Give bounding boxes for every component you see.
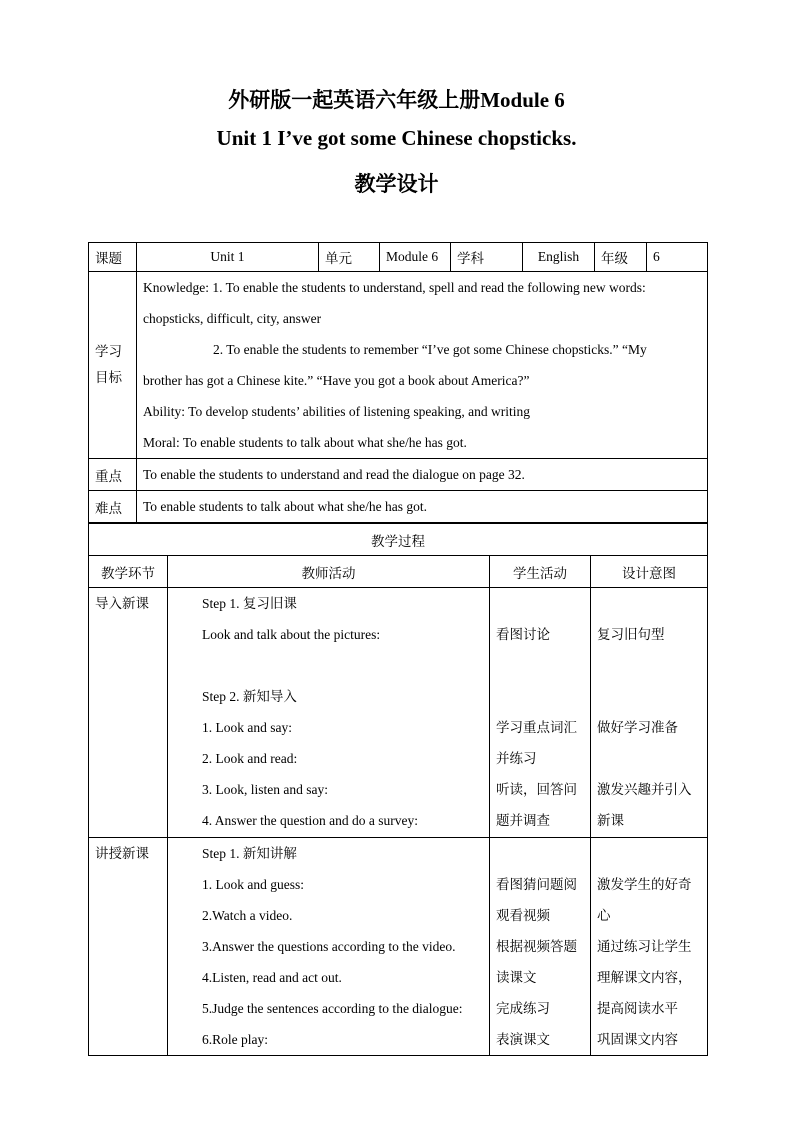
subject-value: English — [523, 243, 595, 272]
purpose-line: 通过练习让学生 — [597, 939, 692, 954]
student-line: 学习重点词汇 — [496, 720, 577, 735]
stage-new: 讲授新课 — [89, 838, 168, 1056]
process-section-intro — [89, 588, 708, 838]
header-student: 学生活动 — [490, 556, 591, 588]
grade-label: 年级 — [595, 243, 647, 272]
student-activity-intro — [490, 588, 591, 838]
teacher-line: Step 1. 复习旧课 — [202, 596, 297, 611]
objectives-row — [89, 272, 708, 459]
teacher-line: Step 2. 新知导入 — [202, 689, 297, 704]
objectives-label — [89, 272, 137, 459]
student-line: 听读，回答问 — [496, 782, 577, 797]
purpose-line: 巩固课文内容 — [597, 1032, 678, 1047]
objective-line: Moral: To enable students to talk about what she/he has got. — [143, 435, 467, 450]
header-purpose: 设计意图 — [591, 556, 708, 588]
purpose-new — [591, 838, 708, 1056]
difficult-point-text: To enable students to talk about what she/he has got. — [137, 491, 708, 523]
objective-line: chopsticks, difficult, city, answer — [143, 311, 322, 326]
objective-line: Ability: To develop students’ abilities of listening speaking, and writing — [143, 404, 531, 419]
teacher-line — [174, 650, 483, 681]
objective-line: Knowledge: 1. To enable the students to understand, spell and read the following new words: — [143, 280, 646, 295]
grade-value: 6 — [647, 243, 708, 272]
objective-line: 2. To enable the students to remember “I’ve got some Chinese chopsticks.” “My — [213, 342, 647, 357]
student-line: 观看视频 — [496, 908, 550, 923]
process-table — [88, 523, 708, 1056]
student-line: 看图猜问题阅 — [496, 877, 577, 892]
teacher-line: Look and talk about the pictures: — [202, 627, 381, 642]
teacher-line: 3.Answer the questions according to the video. — [202, 939, 456, 954]
teacher-activity-new — [168, 838, 490, 1056]
process-section-new — [89, 838, 708, 1056]
purpose-line — [597, 681, 701, 712]
header-stage: 教学环节 — [89, 556, 168, 588]
purpose-line: 激发学生的好奇 — [597, 877, 692, 892]
teacher-line: 2.Watch a video. — [202, 908, 293, 923]
student-line — [496, 681, 584, 712]
purpose-line: 做好学习准备 — [597, 720, 678, 735]
teacher-line: 6.Role play: — [202, 1032, 268, 1047]
difficult-point-row — [89, 491, 708, 523]
teacher-line: 4.Listen, read and act out. — [202, 970, 342, 985]
doc-title-line2: Unit 1 I’ve got some Chinese chopsticks. — [216, 126, 577, 150]
student-line: 并练习 — [496, 751, 537, 766]
purpose-line: 复习旧句型 — [597, 627, 665, 642]
student-activity-new — [490, 838, 591, 1056]
purpose-line: 理解课文内容， — [597, 970, 692, 985]
subject-label: 学科 — [451, 243, 523, 272]
purpose-line: 激发兴趣并引入 — [597, 782, 692, 797]
info-table — [88, 242, 708, 523]
key-point-text: To enable the students to understand and read the dialogue on page 32. — [137, 459, 708, 491]
objectives-label-line2: 目标 — [95, 370, 122, 385]
purpose-intro — [591, 588, 708, 838]
purpose-line — [597, 650, 701, 681]
key-point-label: 重点 — [89, 459, 137, 491]
student-line — [496, 650, 584, 681]
purpose-line — [597, 588, 701, 619]
student-line — [496, 838, 584, 869]
student-line: 看图讨论 — [496, 627, 550, 642]
teacher-line: 1. Look and guess: — [202, 877, 304, 892]
teacher-line: 2. Look and read: — [202, 751, 298, 766]
process-title: 教学过程 — [89, 524, 708, 556]
purpose-line: 提高阅读水平 — [597, 1001, 678, 1016]
teacher-activity-intro — [168, 588, 490, 838]
difficult-point-label: 难点 — [89, 491, 137, 523]
unit-label: 单元 — [319, 243, 380, 272]
student-line: 表演课文 — [496, 1032, 550, 1047]
doc-title-line3: 教学设计 — [354, 172, 439, 196]
purpose-line — [597, 743, 701, 774]
topic-value: Unit 1 — [137, 243, 319, 272]
teacher-line: 1. Look and say: — [202, 720, 292, 735]
purpose-line — [597, 838, 701, 869]
process-header-row — [89, 556, 708, 588]
process-title-row — [89, 524, 708, 556]
objective-line: brother has got a Chinese kite.” “Have you got a book about America?” — [143, 373, 530, 388]
purpose-line: 新课 — [597, 813, 624, 828]
objectives-content — [137, 272, 708, 459]
topic-label: 课题 — [89, 243, 137, 272]
student-line: 题并调查 — [496, 813, 550, 828]
unit-value: Module 6 — [380, 243, 451, 272]
key-point-row — [89, 459, 708, 491]
teacher-line: 3. Look, listen and say: — [202, 782, 328, 797]
purpose-line: 心 — [597, 908, 611, 923]
info-row — [89, 243, 708, 272]
teacher-line: Step 1. 新知讲解 — [202, 846, 297, 861]
student-line: 读课文 — [496, 970, 537, 985]
student-line: 根据视频答题 — [496, 939, 577, 954]
doc-title-line1: 外研版一起英语六年级上册Module 6 — [228, 88, 565, 112]
student-line: 完成练习 — [496, 1001, 550, 1016]
student-line — [496, 588, 584, 619]
teacher-line: 5.Judge the sentences according to the dialogue: — [202, 1001, 463, 1016]
teacher-line: 4. Answer the question and do a survey: — [202, 813, 418, 828]
objectives-label-line1: 学习 — [95, 344, 122, 359]
stage-intro: 导入新课 — [89, 588, 168, 838]
header-teacher: 教师活动 — [168, 556, 490, 588]
